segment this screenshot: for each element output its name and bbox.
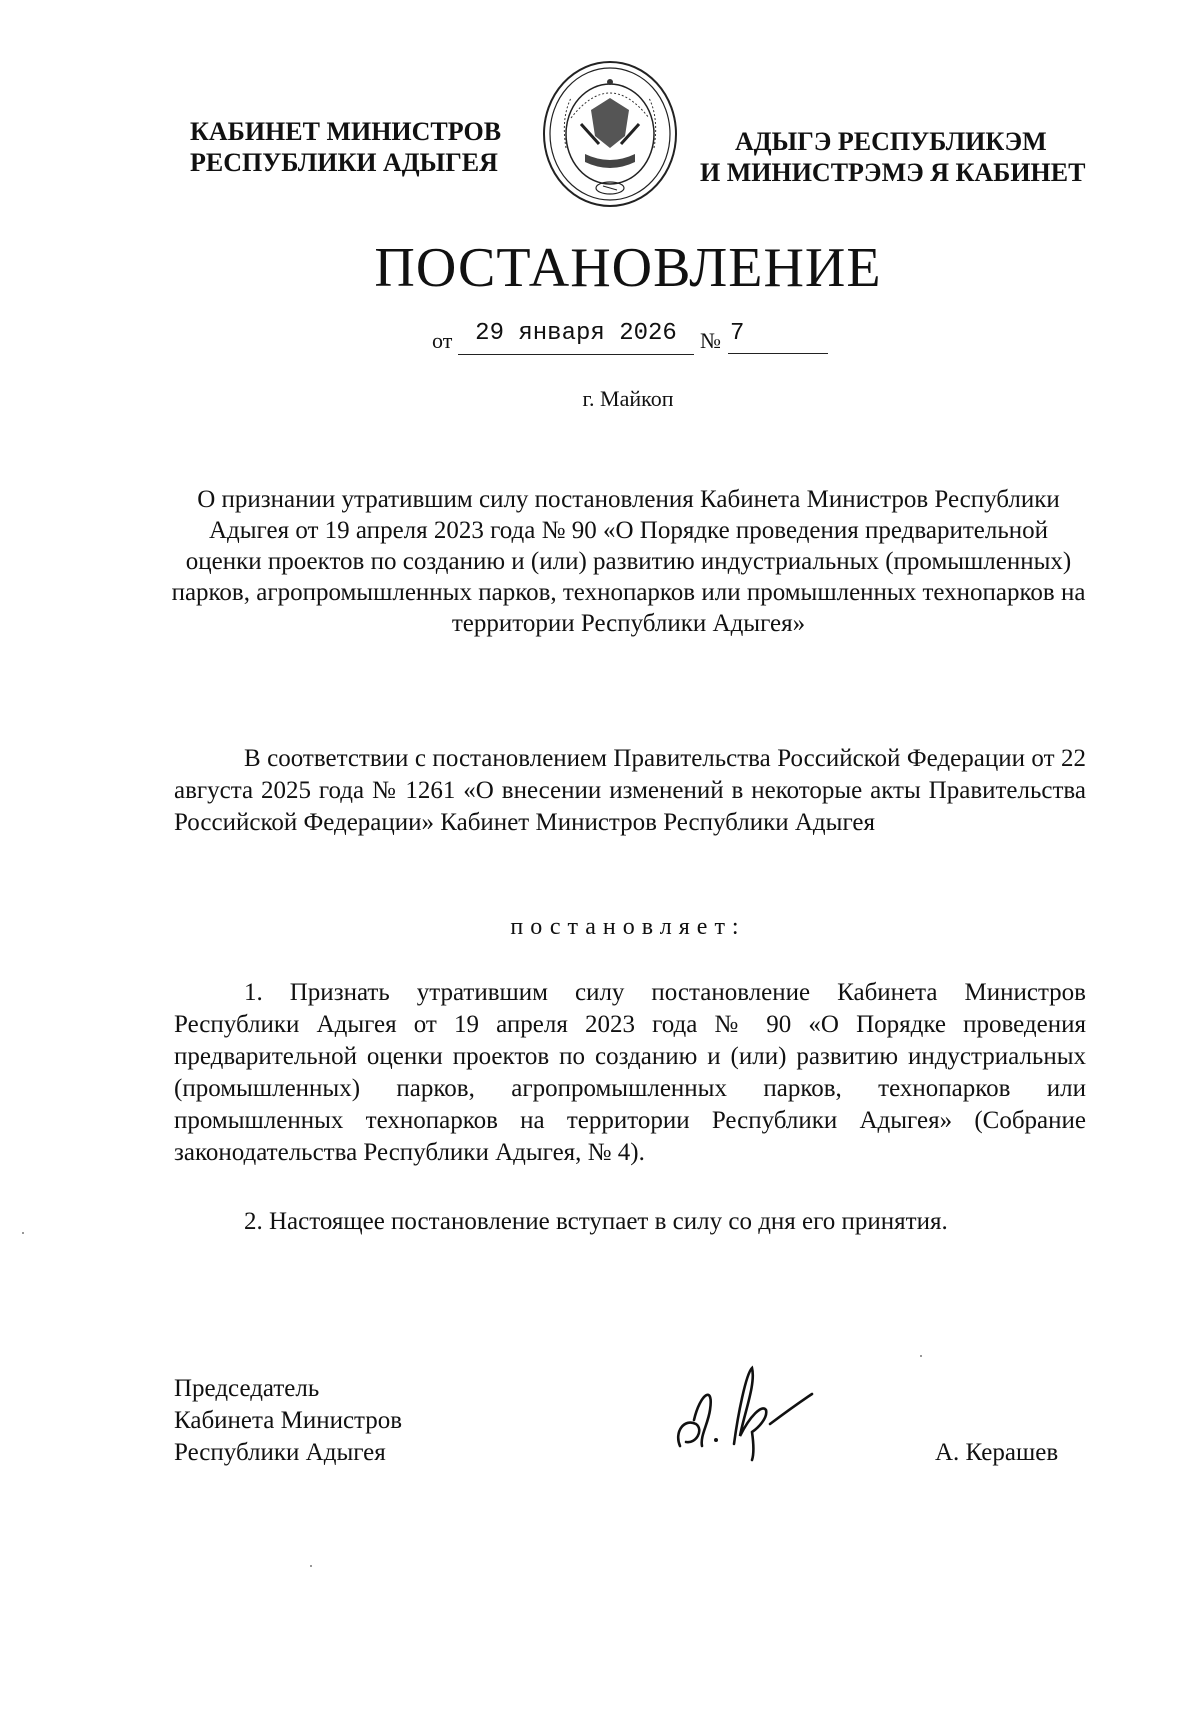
date-number-line: [432, 320, 852, 360]
header-right-line2: И МИНИСТРЭМЭ Я КАБИНЕТ: [700, 158, 1086, 187]
city: г. Майкоп: [582, 386, 674, 411]
signer-title: [174, 1373, 494, 1469]
scan-speck: [920, 1355, 922, 1357]
number-prefix: №: [700, 328, 721, 353]
document-date: 29 января 2026: [458, 320, 694, 355]
signer-title-line2: Кабинета Министров: [174, 1407, 403, 1434]
header-right-line1: АДЫГЭ РЕСПУБЛИКЭМ: [735, 127, 1047, 156]
handwritten-signature-icon: [670, 1354, 820, 1464]
scan-speck: [22, 1232, 24, 1234]
document-number: 7: [728, 320, 828, 354]
header-left-line2: РЕСПУБЛИКИ АДЫГЕЯ: [190, 148, 498, 177]
coat-of-arms-icon: [541, 58, 679, 210]
header-right: [700, 126, 1100, 188]
scan-speck: [310, 1565, 312, 1567]
header-left-line1: КАБИНЕТ МИНИСТРОВ: [190, 117, 502, 146]
document-subject: О признании утратившим силу постановления Кабинета Министров Республики Адыгея от 19 апреля 2023 года № 90 «О Порядке проведения предварительной оценки проектов по созданию и (или) развитию индустриальных (промышленных) парков, агропромышленных парков, технопарков или промышленных технопарков на территории Республики Адыгея»: [171, 486, 1086, 637]
clause-1: 1. Признать утратившим силу постановление Кабинета Министров Республики Адыгея от 19 апреля 2023 года № 90 «О Порядке проведения предварительной оценки проектов по созданию и (или) развитию индустриальных (промышленных) парков, агропромышленных парков, технопарков или промышленных технопарков на территории Республики Адыгея» (Собрание законодательства Республики Адыгея, № 4).: [174, 979, 1086, 1166]
preamble-paragraph: В соответствии с постановлением Правительства Российской Федерации от 22 августа 2025 года № 1261 «О внесении изменений в некоторые акты Правительства Российской Федерации» Кабинет Министров Республики Адыгея: [174, 745, 1086, 836]
signer-title-line3: Республики Адыгея: [174, 1439, 386, 1466]
signer-title-line1: Председатель: [174, 1375, 320, 1402]
header-left: [190, 116, 520, 178]
decides-heading: постановляет:: [510, 914, 746, 940]
clause-2: 2. Настоящее постановление вступает в силу со дня его принятия.: [244, 1208, 948, 1235]
document-title: ПОСТАНОВЛЕНИЕ: [374, 237, 882, 299]
signer-name: А. Керашев: [935, 1439, 1059, 1466]
date-prefix: от: [432, 328, 453, 353]
